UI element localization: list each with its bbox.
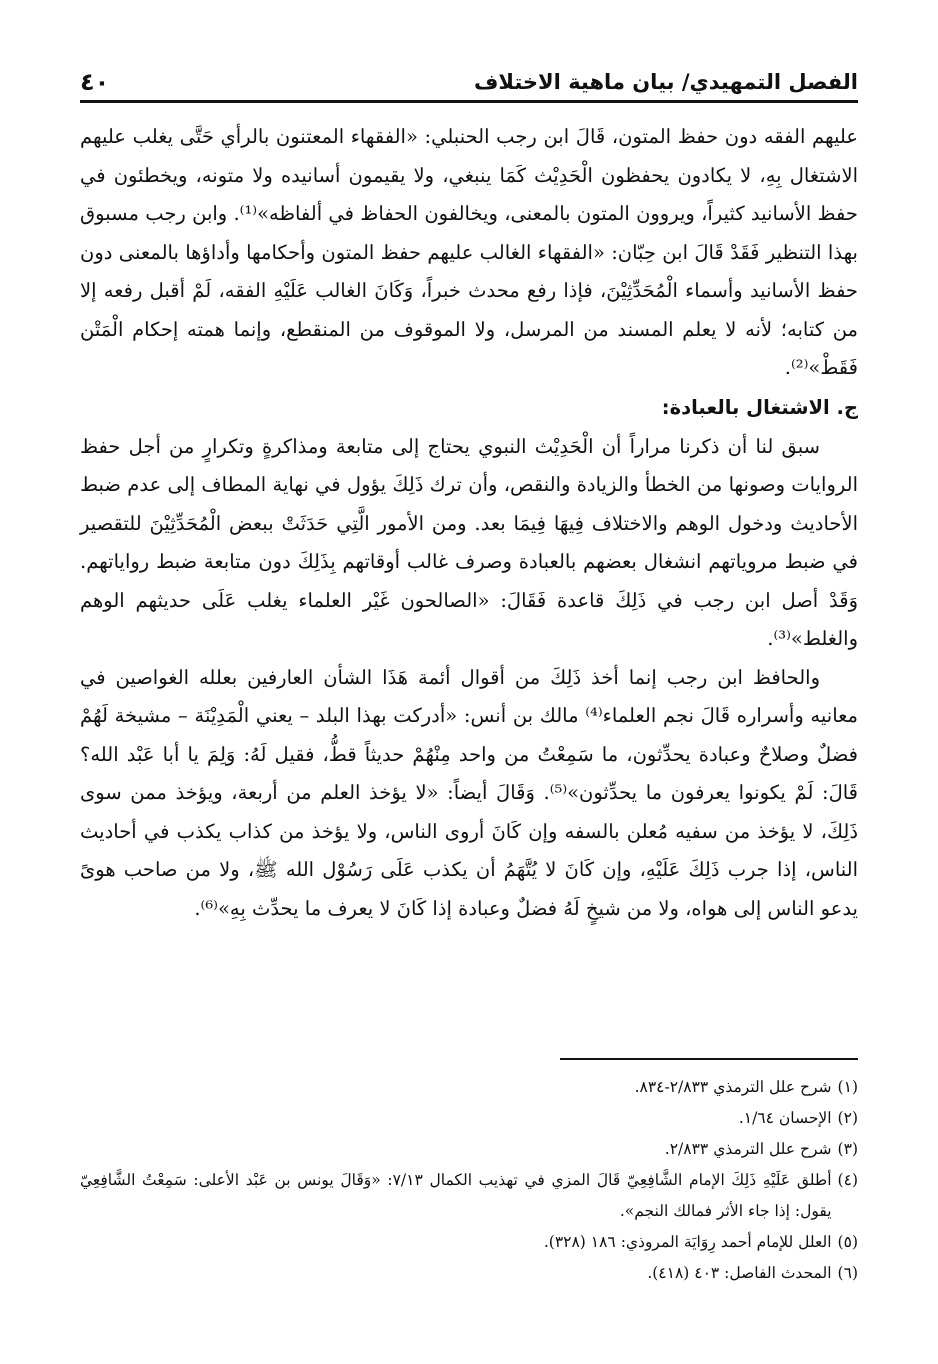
footnote-number: (٥) bbox=[837, 1233, 858, 1251]
footnote bbox=[80, 1103, 858, 1134]
footnote bbox=[80, 1134, 858, 1165]
footnote-text: شرح علل الترمذي ٢/٨٣٣-٨٣٤. bbox=[634, 1078, 832, 1096]
footnote bbox=[80, 1072, 858, 1103]
footnote-text: شرح علل الترمذي ٢/٨٣٣. bbox=[664, 1140, 832, 1158]
footnote bbox=[80, 1258, 858, 1289]
running-header bbox=[80, 60, 858, 103]
footnote-number: (١) bbox=[837, 1078, 858, 1096]
paragraph-2: سبق لنا أن ذكرنا مراراً أن الْحَدِيْث النبوي يحتاج إلى متابعة ومذاكرةٍ وتكرارٍ من أجل حفظ الروايات وصونها من الخطأ والزيادة والنقص، وأن ترك ذَلِكَ يؤول في نهاية المطاف إلى عدم ضبط الأحاديث ودخول الوهم والاختلاف فِيهَا فِيمَا بعد. ومن الأمور الَّتِي حَدَثَتْ ببعض الْمُحَدِّثِيْنَ للتقصير في ضبط مروياتهم انشغال بعضهم بالعبادة وصرف غالب أوقاتهم بِذَلِكَ دون متابعة ضبط رواياتهم. وَقَدْ أصل ابن رجب في ذَلِكَ قاعدة فَقَالَ: «الصالحون غَيْر العلماء يغلب عَلَى حديثهم الوهم والغلط»⁽³⁾. bbox=[80, 434, 858, 650]
footnote-number: (٤) bbox=[837, 1171, 858, 1189]
chapter-title: الفصل التمهيدي/ بيان ماهية الاختلاف bbox=[474, 70, 858, 94]
footnote bbox=[80, 1227, 858, 1258]
footnotes bbox=[80, 1072, 858, 1289]
footnote-text: أطلق عَلَيْهِ ذَلِكَ الإمام الشَّافِعِيّ قَالَ المزي في تهذيب الكمال ٧/١٣: «وَقَالَ يونس بن عَبْد الأعلى: سَمِعْتُ الشَّافِعِيّ يقول: إذا جاء الأثر فمالك النجم». bbox=[80, 1171, 832, 1220]
footnote-text: الإحسان ١/٦٤. bbox=[738, 1109, 832, 1127]
footnote-number: (٣) bbox=[837, 1140, 858, 1158]
footnote-number: (٢) bbox=[837, 1109, 858, 1127]
paragraph-3: والحافظ ابن رجب إنما أخذ ذَلِكَ من أقوال أئمة هَذَا الشأن العارفين بعلله الغواصين في معانيه وأسراره قَالَ نجم العلماء⁽⁴⁾ مالك بن أنس: «أدركت بهذا البلد – يعني الْمَدِيْنَة – مشيخة لَهُمْ فضلٌ وصلاحٌ وعبادة يحدِّثون، ما سَمِعْتُ من واحد مِنْهُمْ حديثاً قطُّ، فقيل لَهُ: وَلِمَ يا أبا عَبْد الله؟ قَالَ: لَمْ يكونوا يعرفون ما يحدِّثون»⁽⁵⁾. وَقَالَ أيضاً: «لا يؤخذ العلم من أربعة، ويؤخذ ممن سوى ذَلِكَ، لا يؤخذ من سفيه مُعلن بالسفه وإن كَانَ أروى الناس، ولا يؤخذ من كذاب يكذب في أحاديث الناس، إذا جرب ذَلِكَ عَلَيْهِ، وإن كَانَ لا يُتَّهَمُ أن يكذب عَلَى رَسُوْل الله ﷺ، ولا من صاحب هوىً يدعو الناس إلى هواه، ولا من شيخٍ لَهُ فضلٌ وعبادة إذا كَانَ لا يعرف ما يحدِّث بِهِ»⁽⁶⁾. bbox=[80, 665, 858, 920]
main-text bbox=[80, 118, 858, 928]
page-number: ٤٠ bbox=[80, 68, 110, 96]
footnote-text: المحدث الفاصل: ٤٠٣ (٤١٨). bbox=[647, 1264, 832, 1282]
footnote-text: العلل للإمام أحمد رِوَايَة المروذي: ١٨٦ (٣٢٨). bbox=[543, 1233, 832, 1251]
footnote-separator bbox=[560, 1058, 858, 1060]
footnote-number: (٦) bbox=[837, 1264, 858, 1282]
footnote bbox=[80, 1165, 858, 1227]
paragraph-1: عليهم الفقه دون حفظ المتون، قَالَ ابن رجب الحنبلي: «الفقهاء المعتنون بالرأي حَتَّى يغلب عليهم الاشتغال بِهِ، لا يكادون يحفظون الْحَدِيْث كَمَا ينبغي، ولا يقيمون أسانيده ولا متونه، ويخطئون في حفظ الأسانيد كثيراً، ويروون المتون بالمعنى، ويخالفون الحفاظ في ألفاظه»⁽¹⁾. وابن رجب مسبوق بهذا التنظير فَقَدْ قَالَ ابن حِبّان: «الفقهاء الغالب عليهم حفظ المتون وأحكامها وأداؤها بالمعنى دون حفظ الأسانيد وأسماء الْمُحَدِّثِيْنَ، فإذا رفع محدث خبراً، وَكَانَ الغالب عَلَيْهِ الفقه، لَمْ أقبل رفعه إلا من كتابه؛ لأنه لا يعلم المسند من المرسل، ولا الموقوف من المنقطع، وإنما همته إحكام الْمَتْن فَقَطْ»⁽²⁾. bbox=[80, 125, 858, 379]
section-heading: ج. الاشتغال بالعبادة: bbox=[661, 395, 858, 419]
